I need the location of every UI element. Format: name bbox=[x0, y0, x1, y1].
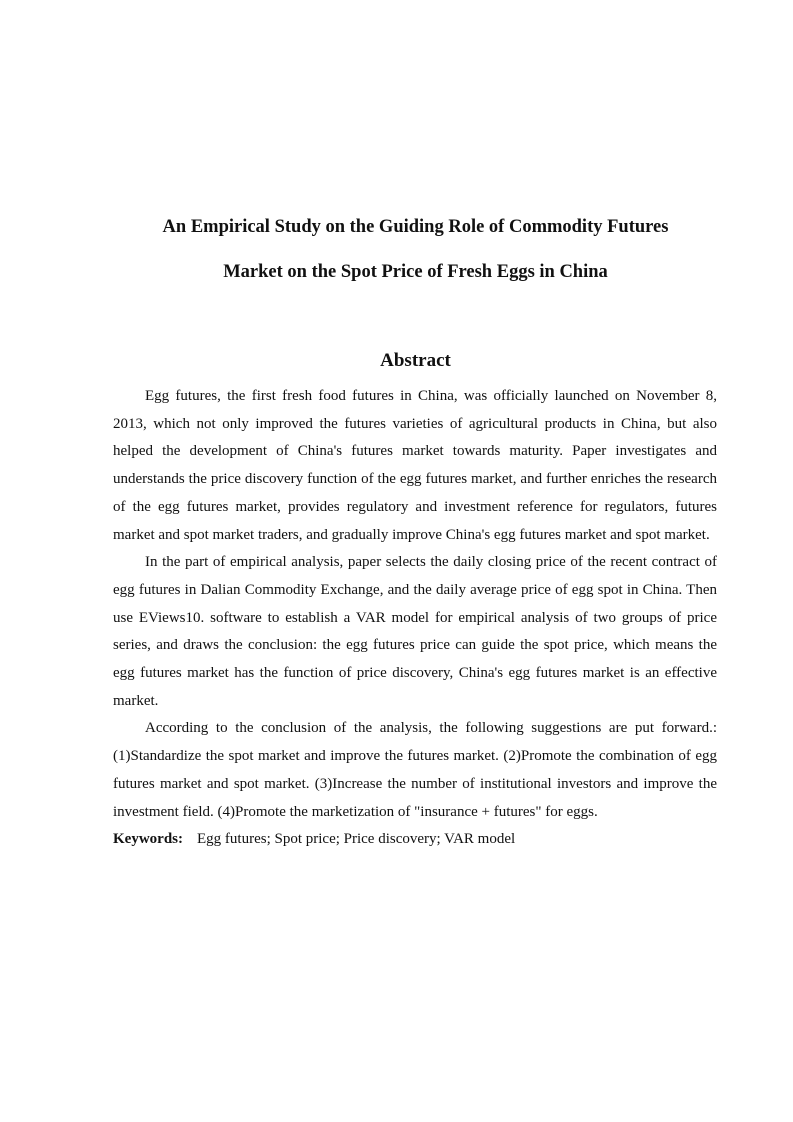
keywords-line bbox=[113, 826, 717, 854]
paper-title-line-2: Market on the Spot Price of Fresh Eggs in China bbox=[223, 262, 608, 282]
keywords-label: Keywords: bbox=[113, 831, 183, 848]
keywords-list: Egg futures; Spot price; Price discovery; VAR model bbox=[197, 831, 516, 848]
abstract-paragraph-3: According to the conclusion of the analysis, the following suggestions are put forward.: (1)Standardize the spot market and improve the futures market. (2)Promote the combination of egg futures market and spot market. (3)Increase the number of institutional investors and improve the investment field. (4)Promote the marketization of "insurance + futures" for eggs. bbox=[113, 720, 717, 820]
abstract-paragraph-1: Egg futures, the first fresh food futures in China, was officially launched on November 8, 2013, which not only improved the futures varieties of agricultural products in China, but also helped the development of China's futures market towards maturity. Paper investigates and understands the price discovery function of the egg futures market, and further enriches the research of the egg futures market, provides regulatory and investment reference for regulators, futures market and spot market traders, and gradually improve China's egg futures market and spot market. bbox=[113, 388, 717, 543]
abstract-body bbox=[113, 383, 717, 854]
abstract-paragraph-2: In the part of empirical analysis, paper selects the daily closing price of the recent contract of egg futures in Dalian Commodity Exchange, and the daily average price of egg spot in China. Then use EViews10. software to establish a VAR model for empirical analysis of two groups of price series, and draws the conclusion: the egg futures price can guide the spot price, which means the egg futures market has the function of price discovery, China's egg futures market is an effective market. bbox=[113, 554, 717, 709]
paper-title-line-1: An Empirical Study on the Guiding Role of Commodity Futures bbox=[162, 217, 669, 237]
abstract-heading: Abstract bbox=[380, 350, 451, 371]
